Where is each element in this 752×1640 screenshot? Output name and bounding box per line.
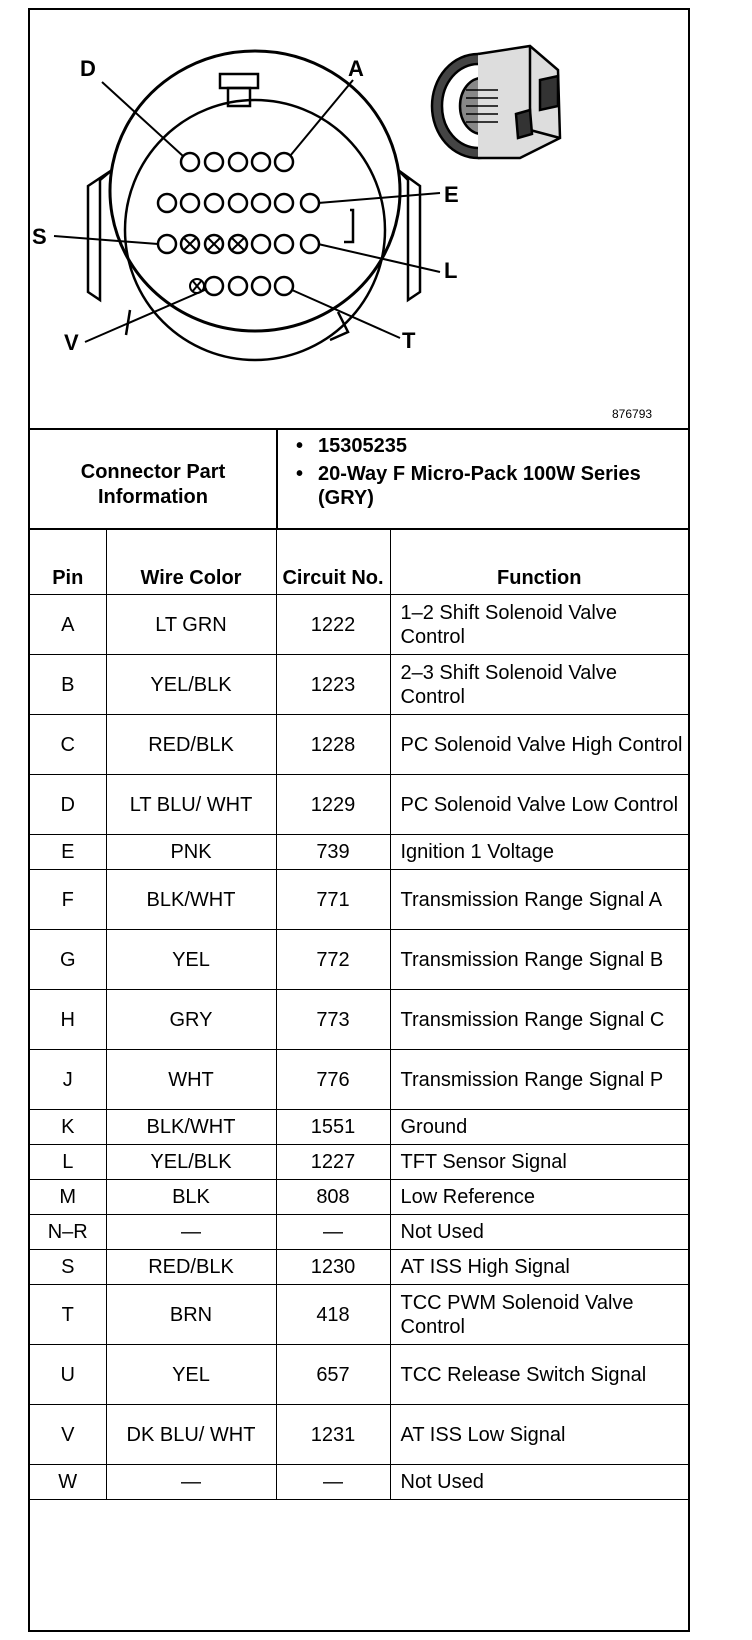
cell-pin: H bbox=[30, 990, 106, 1050]
connector-part-info bbox=[30, 430, 688, 530]
cell-circuit: 1223 bbox=[276, 655, 390, 715]
table-header-row bbox=[30, 530, 688, 595]
part-number: • 15305235 bbox=[290, 434, 680, 458]
cell-wire-color: YEL bbox=[106, 930, 276, 990]
cell-function: AT ISS Low Signal bbox=[390, 1405, 688, 1465]
table-row bbox=[30, 930, 688, 990]
cell-wire-color: RED/BLK bbox=[106, 715, 276, 775]
cell-pin: L bbox=[30, 1145, 106, 1180]
cell-circuit: 1551 bbox=[276, 1110, 390, 1145]
cell-wire-color: WHT bbox=[106, 1050, 276, 1110]
cell-function: Not Used bbox=[390, 1465, 688, 1500]
cell-function: PC Solenoid Valve Low Control bbox=[390, 775, 688, 835]
cell-function: TCC PWM Solenoid Valve Control bbox=[390, 1285, 688, 1345]
table-row bbox=[30, 990, 688, 1050]
cell-function: Ignition 1 Voltage bbox=[390, 835, 688, 870]
part-description: • 20-Way F Micro-Pack 100W Series (GRY) bbox=[290, 462, 680, 510]
cell-wire-color: — bbox=[106, 1215, 276, 1250]
table-row bbox=[30, 835, 688, 870]
cell-function: Transmission Range Signal B bbox=[390, 930, 688, 990]
table-row bbox=[30, 1405, 688, 1465]
table-row bbox=[30, 1250, 688, 1285]
header-circuit: Circuit No. bbox=[276, 530, 390, 595]
cell-circuit: 418 bbox=[276, 1285, 390, 1345]
cell-wire-color: RED/BLK bbox=[106, 1250, 276, 1285]
connector-diagram bbox=[30, 10, 688, 430]
pin-label-a: A bbox=[348, 56, 364, 81]
cell-wire-color: LT GRN bbox=[106, 595, 276, 655]
cell-pin: M bbox=[30, 1180, 106, 1215]
table-row bbox=[30, 655, 688, 715]
cell-wire-color: YEL/BLK bbox=[106, 655, 276, 715]
cell-function: Not Used bbox=[390, 1215, 688, 1250]
cell-wire-color: PNK bbox=[106, 835, 276, 870]
cell-function: 2–3 Shift Solenoid Valve Control bbox=[390, 655, 688, 715]
cell-function: Low Reference bbox=[390, 1180, 688, 1215]
cell-function: Transmission Range Signal A bbox=[390, 870, 688, 930]
cell-circuit: 771 bbox=[276, 870, 390, 930]
cell-circuit: 1228 bbox=[276, 715, 390, 775]
cell-circuit: 1229 bbox=[276, 775, 390, 835]
cell-pin: U bbox=[30, 1345, 106, 1405]
cell-pin: D bbox=[30, 775, 106, 835]
pin-label-v: V bbox=[64, 330, 79, 355]
table-row bbox=[30, 1465, 688, 1500]
cell-circuit: 657 bbox=[276, 1345, 390, 1405]
pin-label-l: L bbox=[444, 258, 458, 283]
cell-circuit: 739 bbox=[276, 835, 390, 870]
cell-circuit: 773 bbox=[276, 990, 390, 1050]
cell-wire-color: BRN bbox=[106, 1285, 276, 1345]
cell-pin: K bbox=[30, 1110, 106, 1145]
pin-label-e: E bbox=[444, 182, 459, 207]
table-row bbox=[30, 1180, 688, 1215]
cell-function: Transmission Range Signal C bbox=[390, 990, 688, 1050]
connector-part-heading-cell bbox=[30, 430, 278, 528]
table-row bbox=[30, 1215, 688, 1250]
cell-circuit: 772 bbox=[276, 930, 390, 990]
cell-pin: C bbox=[30, 715, 106, 775]
pin-label-d: D bbox=[80, 56, 96, 81]
cell-function: TFT Sensor Signal bbox=[390, 1145, 688, 1180]
cell-wire-color: — bbox=[106, 1465, 276, 1500]
pin-label-t: T bbox=[402, 328, 416, 353]
cell-wire-color: GRY bbox=[106, 990, 276, 1050]
header-wire-color: Wire Color bbox=[106, 530, 276, 595]
cell-function: TCC Release Switch Signal bbox=[390, 1345, 688, 1405]
cell-pin: B bbox=[30, 655, 106, 715]
connector-face-diagram bbox=[30, 10, 688, 428]
cell-pin: G bbox=[30, 930, 106, 990]
cell-pin: S bbox=[30, 1250, 106, 1285]
cell-function: Ground bbox=[390, 1110, 688, 1145]
cell-wire-color: LT BLU/ WHT bbox=[106, 775, 276, 835]
table-row bbox=[30, 1345, 688, 1405]
cell-function: 1–2 Shift Solenoid Valve Control bbox=[390, 595, 688, 655]
cell-pin: V bbox=[30, 1405, 106, 1465]
cell-circuit: — bbox=[276, 1465, 390, 1500]
cell-function: Transmission Range Signal P bbox=[390, 1050, 688, 1110]
figure-number: 876793 bbox=[612, 407, 653, 421]
connector-sheet bbox=[28, 8, 690, 1632]
table-row bbox=[30, 1110, 688, 1145]
cell-wire-color: BLK bbox=[106, 1180, 276, 1215]
cell-pin: A bbox=[30, 595, 106, 655]
cell-wire-color: YEL bbox=[106, 1345, 276, 1405]
cell-pin: T bbox=[30, 1285, 106, 1345]
header-pin: Pin bbox=[30, 530, 106, 595]
cell-function: AT ISS High Signal bbox=[390, 1250, 688, 1285]
cell-wire-color: YEL/BLK bbox=[106, 1145, 276, 1180]
table-row bbox=[30, 1145, 688, 1180]
cell-circuit: 808 bbox=[276, 1180, 390, 1215]
cell-pin: N–R bbox=[30, 1215, 106, 1250]
table-row bbox=[30, 1050, 688, 1110]
cell-function: PC Solenoid Valve High Control bbox=[390, 715, 688, 775]
cell-circuit: 776 bbox=[276, 1050, 390, 1110]
cell-circuit: 1222 bbox=[276, 595, 390, 655]
connector-part-heading: Connector Part Information bbox=[80, 461, 226, 508]
connector-part-details bbox=[290, 434, 680, 514]
connector-3d-icon bbox=[432, 46, 560, 158]
cell-circuit: — bbox=[276, 1215, 390, 1250]
table-row bbox=[30, 775, 688, 835]
cell-pin: J bbox=[30, 1050, 106, 1110]
cell-circuit: 1231 bbox=[276, 1405, 390, 1465]
cell-wire-color: BLK/WHT bbox=[106, 870, 276, 930]
pin-label-s: S bbox=[32, 224, 47, 249]
cell-wire-color: BLK/WHT bbox=[106, 1110, 276, 1145]
table-row bbox=[30, 1285, 688, 1345]
table-row bbox=[30, 595, 688, 655]
cell-circuit: 1230 bbox=[276, 1250, 390, 1285]
pinout-table bbox=[30, 530, 688, 1500]
cell-pin: F bbox=[30, 870, 106, 930]
table-row bbox=[30, 870, 688, 930]
cell-pin: E bbox=[30, 835, 106, 870]
cell-pin: W bbox=[30, 1465, 106, 1500]
table-row bbox=[30, 715, 688, 775]
header-function: Function bbox=[390, 530, 688, 595]
cell-wire-color: DK BLU/ WHT bbox=[106, 1405, 276, 1465]
cell-circuit: 1227 bbox=[276, 1145, 390, 1180]
